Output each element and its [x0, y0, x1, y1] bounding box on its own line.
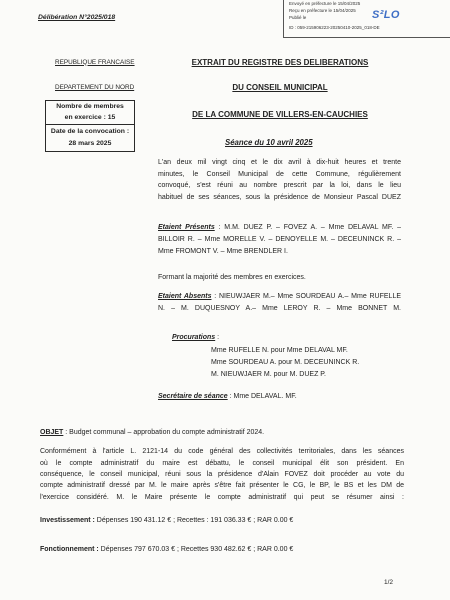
- present-line: Mme FROMONT V. – Mme BRENDLER I.: [158, 248, 288, 255]
- proxies-list: [211, 345, 401, 381]
- body-line: conséquence, le conseil municipal, réuni sous la présidence d'Alain FOVEZ doit procéder au vote du: [40, 471, 404, 479]
- subject-label: OBJET: [40, 428, 64, 436]
- present-label: Etaient Présents: [158, 224, 215, 231]
- intro-line: L'an deux mil vingt cinq et le dix avril à dix-huit heures et trente: [158, 159, 401, 167]
- proxy-item: Mme SOURDEAU A. pour M. DECEUNINCK R.: [211, 359, 360, 366]
- page-number: 1/2: [384, 578, 394, 586]
- operating-values: Dépenses 797 670.03 € ; Recettes 930 482.62 € ; RAR 0.00 €: [98, 545, 294, 553]
- subject-line: [40, 427, 264, 438]
- present-members: [158, 222, 401, 258]
- council-heading: DU CONSEIL MUNICIPAL: [232, 82, 328, 92]
- investment-summary: [40, 515, 293, 526]
- proxies-colon: :: [215, 333, 220, 341]
- stamp-sent: Envoyé en préfecture le 15/04/2025: [289, 1, 361, 6]
- secretary-label: Secrétaire de séance: [158, 392, 228, 400]
- proxy-item: M. NIEUWJAER M. pour M. DUEZ P.: [211, 371, 326, 378]
- subject-text: : Budget communal – approbation du compte administratif 2024.: [63, 428, 265, 436]
- intro-paragraph: [158, 157, 401, 203]
- absent-members: [158, 291, 401, 315]
- absent-line: N. – M. DUQUESNOY A.– Mme LEROY R. – Mme BONNET M.: [158, 305, 401, 312]
- intro-line: minutes, le Conseil Municipal de cette Commune, régulièrement: [158, 170, 401, 178]
- department-heading: DEPARTEMENT DU NORD: [55, 83, 135, 91]
- convocation-label: Date de la convocation :: [50, 128, 130, 135]
- investment-values: Dépenses 190 431.12 € ; Recettes : 191 036.33 € ; RAR 0.00 €: [94, 516, 294, 524]
- stamp-received: Reçu en préfecture le 15/04/2025: [289, 8, 356, 13]
- operating-label: Fonctionnement :: [40, 545, 99, 553]
- members-cell: [46, 101, 134, 124]
- stamp-published: Publié le: [289, 15, 307, 20]
- intro-line: convoqué, s'est réuni au nombre prescrit par la loi, dans le lieu: [158, 182, 401, 190]
- deliberation-number: Délibération N°2025/018: [38, 14, 116, 21]
- absent-names: : NIEUWJAER M.– Mme SOURDEAU A.– Mme RUFELLE: [211, 293, 402, 300]
- prefecture-stamp: [283, 0, 450, 38]
- proxy-item: Mme RUFELLE N. pour Mme DELAVAL MF.: [211, 347, 348, 354]
- present-line: BILLOIR R. – Mme MORELLE V. – DENOYELLE M. – DECEUNINCK R. –: [158, 236, 401, 243]
- operating-summary: [40, 544, 293, 555]
- investment-label: Investissement :: [40, 516, 95, 524]
- session-title: Séance du 10 avril 2025: [225, 137, 313, 147]
- commune-heading: DE LA COMMUNE DE VILLERS-EN-CAUCHIES: [192, 109, 368, 119]
- absent-label: Etaient Absents: [158, 293, 212, 300]
- intro-line: habituel de ses séances, sous la présidence de Monsieur Pascal DUEZ: [158, 193, 401, 201]
- republic-heading: REPUBLIQUE FRANCAISE: [55, 58, 135, 66]
- register-extract-heading: EXTRAIT DU REGISTRE DES DELIBERATIONS: [191, 57, 369, 67]
- members-info-box: [45, 100, 135, 152]
- members-label: Nombre de membres: [56, 103, 124, 110]
- proxies-heading: [172, 332, 219, 343]
- s2lo-logo: S²LO: [372, 9, 400, 21]
- majority-note: Formant la majorité des membres en exercices.: [158, 273, 306, 281]
- proxies-label: Procurations: [172, 333, 216, 341]
- secretary-name: : Mme DELAVAL. MF.: [227, 392, 297, 400]
- present-names: : M.M. DUEZ P. – FOVEZ A. – Mme DELAVAL MF. –: [214, 224, 401, 231]
- convocation-date: 28 mars 2025: [68, 140, 112, 147]
- body-line: où le compte administratif du maire est débattu, le conseil municipal élit son président. En: [40, 459, 404, 467]
- body-paragraph: [40, 446, 404, 503]
- session-secretary: [158, 391, 297, 402]
- body-line: l'exercice considéré. M. le Maire présente le compte administratif qui peut se résumer ainsi :: [40, 493, 404, 501]
- body-line: Conformément à l'article L. 2121-14 du code général des collectivités territoriales, dans les séances: [40, 448, 404, 456]
- members-count: en exercice : 15: [64, 113, 116, 121]
- body-line: compte administratif dressé par M. le maire après s'être fait présenter le CG, le BP, le BS et les DM de: [40, 482, 404, 490]
- present-line: [158, 222, 401, 234]
- stamp-id: ID : 059-215906223-20250410-2025_018-DE: [289, 25, 380, 30]
- absent-line: [158, 291, 401, 303]
- convocation-cell: [46, 124, 134, 151]
